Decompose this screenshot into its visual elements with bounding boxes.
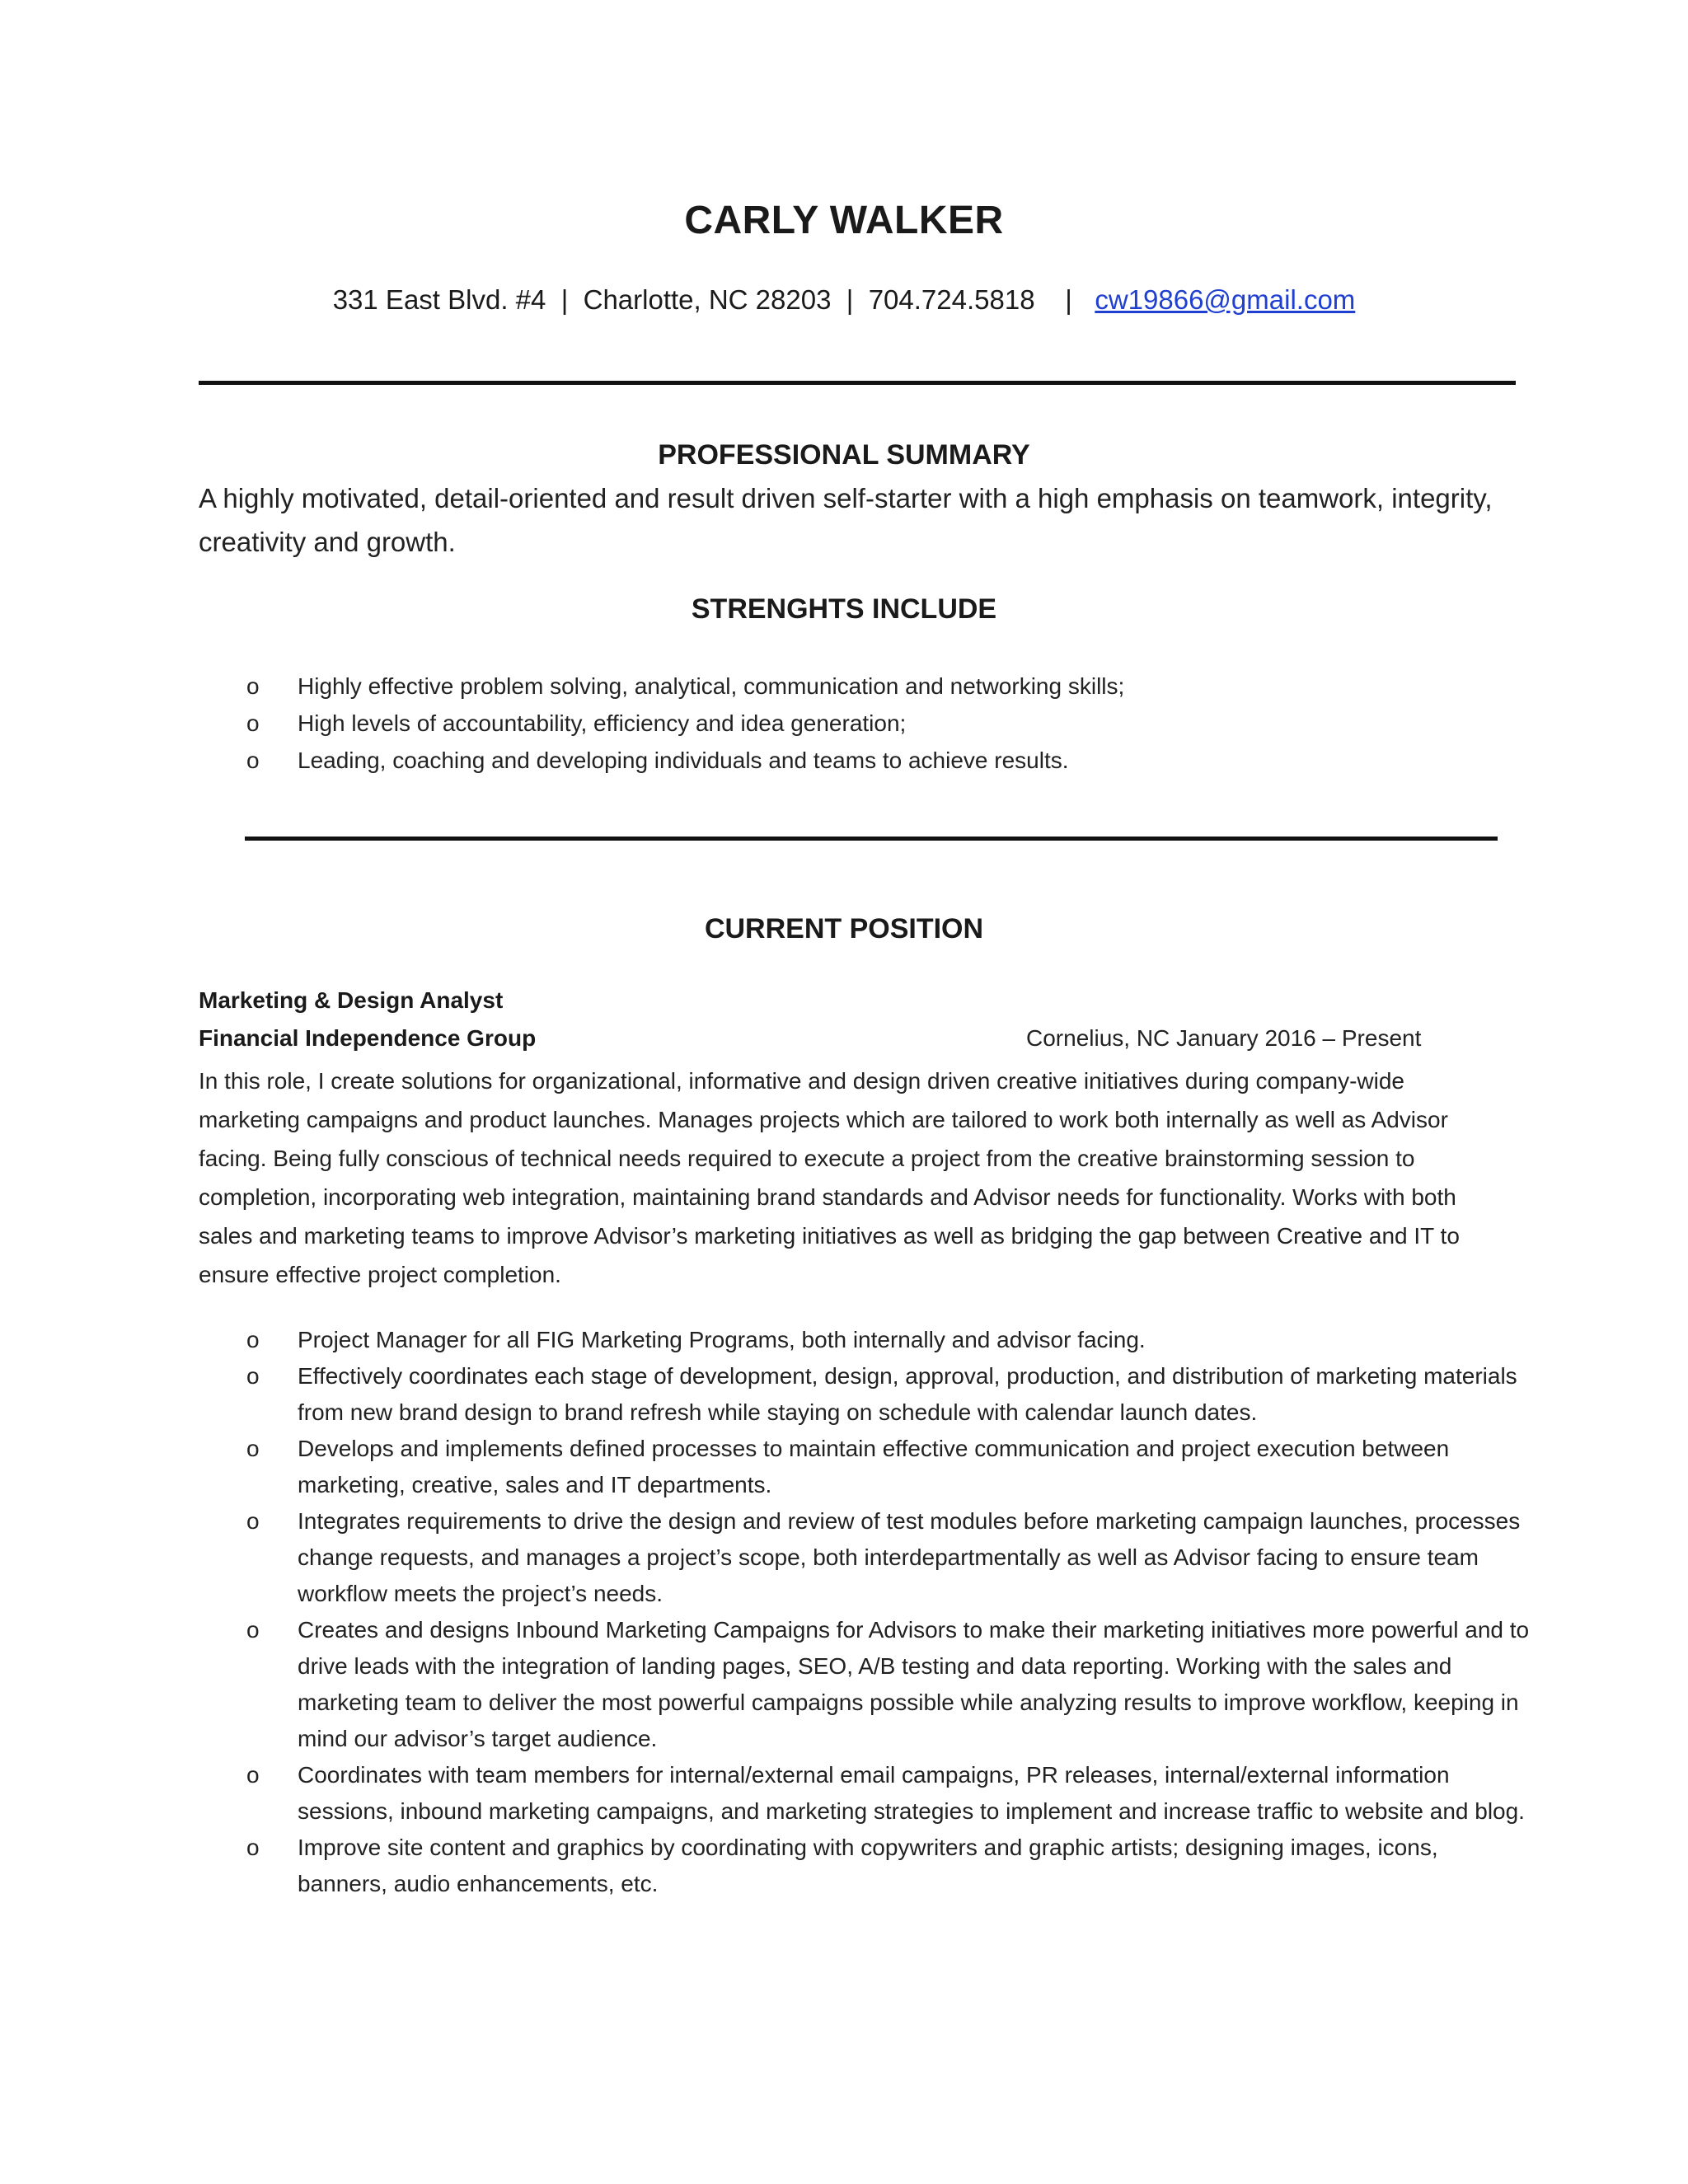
bullet-marker: o	[246, 1363, 260, 1389]
bullet-marker: o	[246, 1327, 260, 1352]
company-name: Financial Independence Group	[199, 1025, 537, 1051]
job-title: Marketing & Design Analyst	[199, 987, 504, 1013]
list-item	[199, 1830, 1534, 1902]
bullet-marker: o	[246, 1762, 260, 1788]
summary-text: A highly motivated, detail-oriented and result driven self-starter with a high emphasis on teamwork, integrity, creativity and growth.	[199, 483, 1493, 557]
bullet-marker: o	[246, 1617, 260, 1643]
location-dates: Cornelius, NC January 2016 – Present	[1026, 1025, 1422, 1051]
candidate-name: CARLY WALKER	[684, 199, 1004, 242]
duty-text: Develops and implements defined processes to maintain effective communication and project execution between marketing, creative, sales and IT departments.	[298, 1436, 1450, 1497]
summary-heading: PROFESSIONAL SUMMARY	[658, 439, 1030, 471]
strength-text: Leading, coaching and developing individuals and teams to achieve results.	[298, 748, 1069, 773]
divider-middle	[245, 837, 1498, 841]
divider-top	[199, 381, 1516, 385]
list-item	[199, 1612, 1534, 1757]
duty-text: Integrates requirements to drive the design and review of test modules before marketing campaign launches, processes change requests, and manages a project’s scope, both interdepartmentally as well as Advisor facing to ensure team workflow meets the project’s needs.	[298, 1508, 1521, 1606]
email-link[interactable]: cw19866@gmail.com	[1095, 284, 1356, 315]
list-item	[199, 1503, 1534, 1612]
contact-details: 331 East Blvd. #4 | Charlotte, NC 28203 | 704.724.5818 |	[332, 284, 1095, 315]
list-item	[199, 1757, 1534, 1830]
list-item	[199, 1358, 1534, 1431]
bullet-marker: o	[246, 673, 260, 699]
duty-text: Project Manager for all FIG Marketing Programs, both internally and advisor facing.	[298, 1327, 1146, 1352]
duty-text: Improve site content and graphics by coordinating with copywriters and graphic artists; designing images, icons, banners, audio enhancements, etc.	[298, 1835, 1438, 1896]
list-item	[199, 668, 1534, 705]
list-item	[199, 1322, 1534, 1358]
list-item	[199, 742, 1534, 779]
strength-text: Highly effective problem solving, analytical, communication and networking skills;	[298, 673, 1125, 699]
bullet-marker: o	[246, 710, 260, 736]
strengths-list	[199, 668, 1534, 779]
duty-text: Coordinates with team members for internal/external email campaigns, PR releases, internal/external information sessions, inbound marketing campaigns, and marketing strategies to implement and increase traffic to website and blog.	[298, 1762, 1525, 1824]
list-item	[199, 705, 1534, 742]
bullet-marker: o	[246, 1436, 260, 1461]
bullet-marker: o	[246, 748, 260, 773]
bullet-marker: o	[246, 1835, 260, 1860]
strength-text: High levels of accountability, efficiency and idea generation;	[298, 710, 907, 736]
duty-text: Effectively coordinates each stage of development, design, approval, production, and distribution of marketing materials from new brand design to brand refresh while staying on schedule with calendar launch dates.	[298, 1363, 1517, 1425]
current-position-heading: CURRENT POSITION	[704, 913, 984, 944]
duties-list	[199, 1322, 1534, 1902]
list-item	[199, 1431, 1534, 1503]
bullet-marker: o	[246, 1508, 260, 1534]
strengths-heading: STRENGHTS INCLUDE	[691, 593, 997, 625]
job-description: In this role, I create solutions for organizational, informative and design driven creative initiatives during company-wide marketing campaigns and product launches. Manages projects which are tailored to work both internally as well as Advisor facing. Being fully conscious of technical needs required to execute a project from the creative brainstorming session to completion, incorporating web integration, maintaining brand standards and Advisor needs for functionality. Works with both sales and marketing teams to improve Advisor’s marketing initiatives as well as bridging the gap between Creative and IT to ensure effective project completion.	[199, 1068, 1460, 1287]
contact-line	[0, 284, 1688, 316]
duty-text: Creates and designs Inbound Marketing Campaigns for Advisors to make their marketing initiatives more powerful and to drive leads with the integration of landing pages, SEO, A/B testing and data reporting. Working with the sales and marketing team to deliver the most powerful campaigns possible while analyzing results to improve workflow, keeping in mind our advisor’s target audience.	[298, 1617, 1530, 1751]
